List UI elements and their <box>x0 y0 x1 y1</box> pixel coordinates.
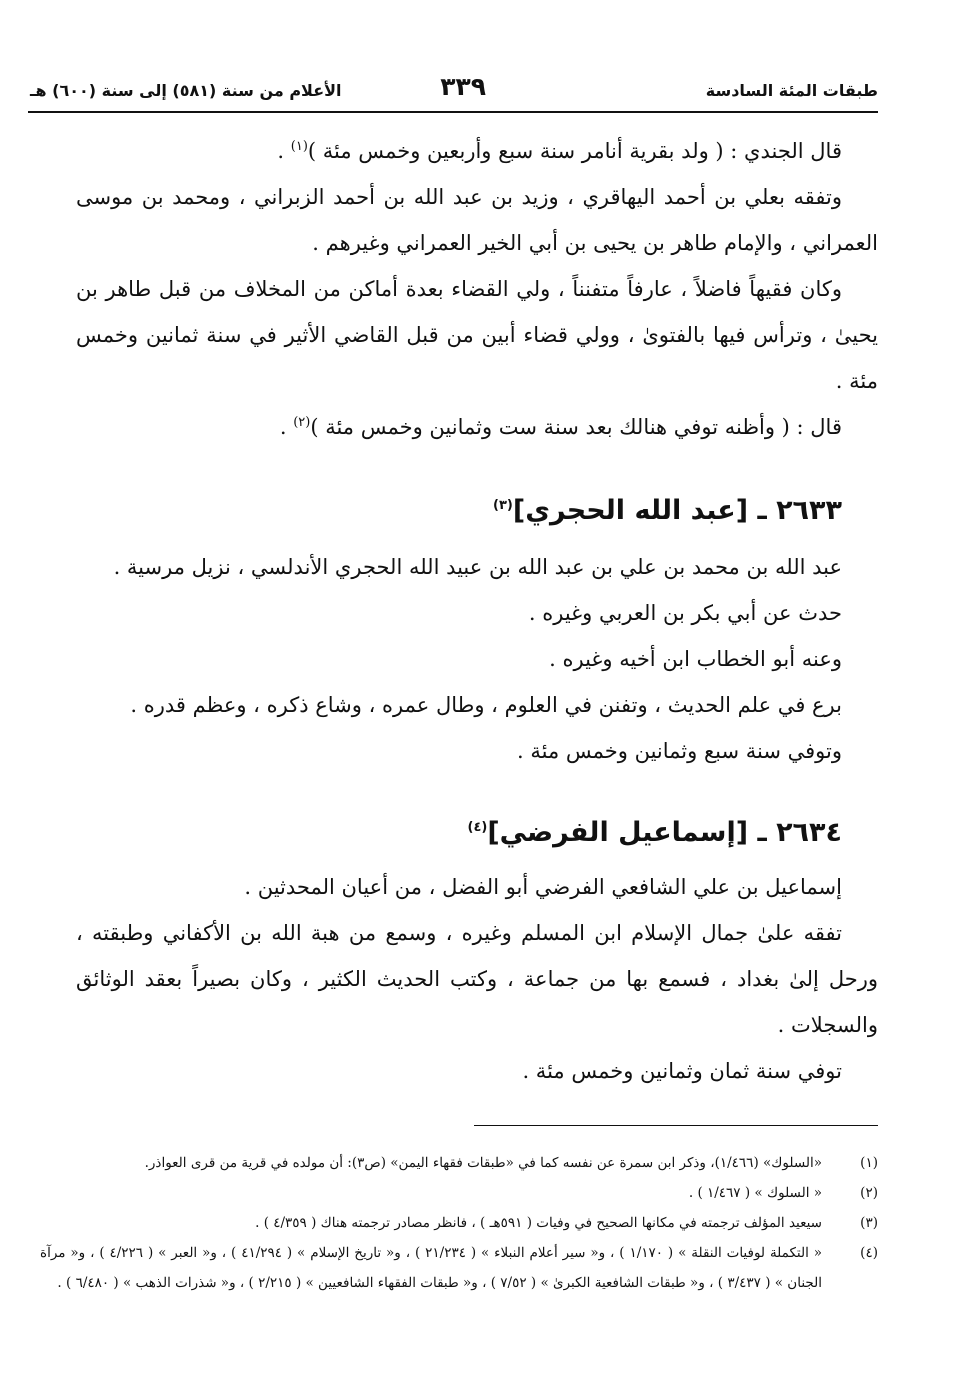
footnote-ref-2[interactable]: (٢) <box>293 415 311 430</box>
footnote-rule <box>474 1125 878 1126</box>
page-number: ٣٣٩ <box>440 72 487 101</box>
footnote-number: (٢) <box>860 1185 878 1201</box>
entry-2634-paragraph: تفقه علىٰ جمال الإسلام ابن المسلم وغيره ، وسمع من هبة الله بن الأكفاني وطبقته ، ورحل إلىٰ بغداد ، فسمع بها من جماعة ، وكتب الحديث الكثير ، وكان بصيراً بعقد الوثائق والسجلات . <box>76 921 878 1037</box>
footnote-text: سيعيد المؤلف ترجمته في مكانها الصحيح في وفيات ( ٥٩١هـ ) ، فانظر مصادر ترجمته هناك ( ٤/٣٥٩ ) . <box>255 1215 822 1231</box>
paragraph-jundi-quote: قال الجندي : ( ولد بقرية أنامر سنة سبع وأربعين وخمس مئة )$^{(١)}$ . <box>277 139 842 163</box>
footnote-text: « التكملة لوفيات النقلة » ( ١/١٧٠ ) ، و« سير أعلام النبلاء » ( ٢١/٢٣٤ ) ، و« تاريخ الإسلام » ( ٤١/٢٩٤ ) ، و« العبر » ( ٤/٢٢٦ ) ، و« مرآة الجنان » ( ٣/٤٣٧ ) ، و« طبقات الشافعية الكبرىٰ » ( ٧/٥٢ ) ، و« طبقات الفقهاء الشافعيين » ( ٢/٢١٥ ) ، و« شذرات الذهب » ( ٦/٤٨٠ ) . <box>40 1245 823 1291</box>
footnote-number: (٣) <box>860 1215 878 1231</box>
entry-2633-paragraph: وتوفي سنة سبع وثمانين وخمس مئة . <box>517 739 842 763</box>
header-range-title: الأعلام من سنة (٥٨١) إلى سنة (٦٠٠) هـ <box>30 80 342 100</box>
footnote-ref-4[interactable]: (٤) <box>467 820 488 835</box>
paragraph-teachers: وتفقه بعلي بن أحمد اليهاقري ، وزيد بن عبد الله بن أحمد الزبراني ، ومحمد بن موسى العمراني ، والإمام طاهر بن يحيى بن أبي الخير العمراني وغيرهم . <box>76 185 878 255</box>
footnote-ref-3[interactable]: (٣) <box>493 498 513 513</box>
paragraph-career: وكان فقيهاً فاضلاً ، عارفاً متفنناً ، ولي القضاء بعدة أماكن من المخلاف من قبل طاهر بن يحيىٰ ، وترأس فيها بالفتوىٰ ، وولي قضاء أبين من قبل القاضي الأثير في سنة ثمانين وخمس مئة . <box>76 277 878 393</box>
paragraph-death-quote: قال : ( وأظنه توفي هنالك بعد سنة ست وثمانين وخمس مئة )$^{(٢)}$ . <box>279 415 842 439</box>
footnote-number: (٤) <box>860 1245 878 1261</box>
entry-2634-paragraph: إسماعيل بن علي الشافعي الفرضي أبو الفضل ، من أعيان المحدثين . <box>244 875 842 899</box>
footnote-number: (١) <box>860 1155 878 1171</box>
footnote-text: « السلوك » ( ١/٤٦٧ ) . <box>688 1185 822 1201</box>
header-section-title: طبقات المئة السادسة <box>705 80 878 100</box>
running-header <box>30 74 878 106</box>
entry-2633-paragraph: وعنه أبو الخطاب ابن أخيه وغيره . <box>549 647 842 671</box>
entry-title-2634: ٢٦٣٤ ـ [إسماعيل الفرضي]$^{(٤)}$ <box>467 817 842 848</box>
entry-2634-paragraph: توفي سنة ثمان وثمانين وخمس مئة . <box>522 1059 842 1083</box>
footnote-text: «السلوك» (١/٤٦٦)، وذكر ابن سمرة عن نفسه كما في «طبقات فقهاء اليمن» (ص٣): أن مولده في قرية من قرى العواذر. <box>144 1155 822 1171</box>
footnote-ref-1[interactable]: (١) <box>290 139 308 154</box>
footnotes <box>40 1148 878 1298</box>
footnote <box>40 1178 878 1208</box>
header-rule <box>28 111 878 113</box>
entry-2633-paragraph: عبد الله بن محمد بن علي بن عبد الله بن عبيد الله الحجري الأندلسي ، نزيل مرسية . <box>113 555 842 579</box>
entry-title-2633: ٢٦٣٣ ـ [عبد الله الحجري]$^{(٣)}$ <box>493 495 842 526</box>
entry-2633-paragraph: برع في علم الحديث ، وتفنن في العلوم ، وطال عمره ، وشاع ذكره ، وعظم قدره . <box>130 693 842 717</box>
footnote <box>40 1238 878 1298</box>
entry-2633-paragraph: حدث عن أبي بكر بن العربي وغيره . <box>528 601 842 625</box>
footnote <box>40 1148 878 1178</box>
footnote <box>40 1208 878 1238</box>
page-body <box>76 128 878 1094</box>
